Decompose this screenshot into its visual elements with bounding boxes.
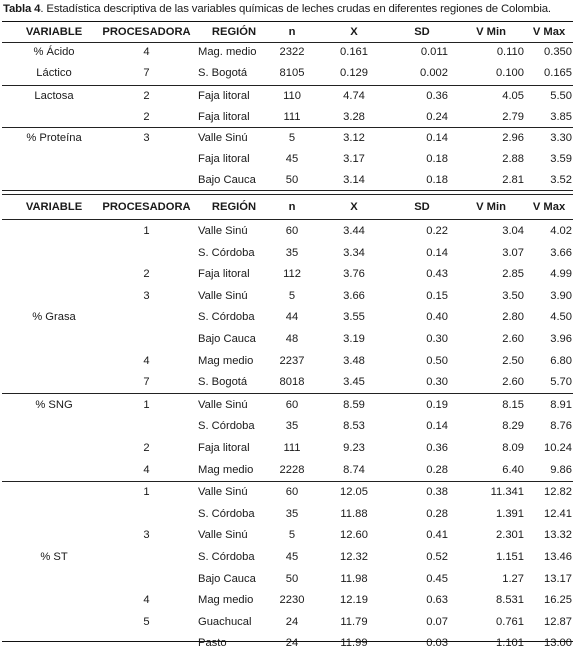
table-row [0, 351, 576, 372]
cell-n: 35 [285, 420, 299, 432]
cell-procesadora: 3 [143, 529, 150, 541]
cell-n: 5 [288, 290, 296, 302]
cell-region: Mag medio [198, 355, 254, 367]
cell-sd: 0.36 [426, 90, 448, 102]
cell-procesadora: 2 [143, 268, 150, 280]
cell-x: 3.17 [343, 153, 365, 165]
cell-procesadora [100, 170, 193, 191]
cell-procesadora [100, 547, 193, 568]
cell-sd: 0.30 [426, 333, 448, 345]
cell-procesadora [100, 569, 193, 590]
cell-region: Bajo Cauca [198, 333, 256, 345]
cell-n: 5 [288, 132, 296, 144]
cell-procesadora [100, 633, 193, 654]
cell-n: 35 [285, 508, 299, 520]
header-sd: SD [414, 26, 430, 38]
cell-procesadora: 1 [143, 225, 150, 237]
cell-vmax: 12.87 [544, 616, 572, 628]
cell-variable [2, 504, 106, 525]
header-vmin: V Min [476, 26, 506, 38]
cell-vmax: 13.46 [544, 551, 572, 563]
cell-x: 11.98 [340, 573, 368, 585]
cell-vmax: 13.00 [544, 637, 572, 649]
cell-x: 12.05 [340, 486, 368, 498]
cell-procesadora: 4 [143, 594, 150, 606]
cell-variable [2, 590, 106, 611]
table-row [0, 264, 576, 285]
table-caption [3, 3, 573, 15]
cell-vmin: 6.40 [502, 464, 524, 476]
cell-sd: 0.19 [426, 399, 448, 411]
cell-vmax: 3.85 [550, 111, 572, 123]
cell-region: Valle Sinú [198, 399, 248, 411]
cell-n: 60 [285, 486, 299, 498]
cell-n: 2322 [279, 46, 305, 58]
cell-variable [2, 264, 106, 285]
cell-vmax: 4.99 [550, 268, 572, 280]
cell-vmax: 4.50 [550, 311, 572, 323]
cell-n: 110 [283, 90, 301, 102]
cell-x: 8.53 [343, 420, 365, 432]
cell-region: Bajo Cauca [198, 174, 256, 186]
cell-procesadora: 4 [143, 355, 150, 367]
table-row [0, 482, 576, 503]
cell-region: Mag medio [198, 594, 254, 606]
cell-vmin: 0.761 [496, 616, 524, 628]
caption-label: Tabla 4 [3, 3, 41, 15]
cell-vmax: 3.30 [550, 132, 572, 144]
cell-sd: 0.03 [426, 637, 448, 649]
cell-variable [2, 438, 106, 459]
cell-region: S. Córdoba [198, 311, 255, 323]
header-variable: VARIABLE [25, 26, 83, 38]
cell-variable [2, 482, 106, 503]
cell-sd: 0.011 [420, 46, 448, 58]
cell-vmin: 2.88 [502, 153, 524, 165]
cell-region: S. Córdoba [198, 551, 255, 563]
cell-procesadora [100, 504, 193, 525]
cell-region: Mag. medio [198, 46, 257, 58]
cell-region: Faja litoral [198, 268, 250, 280]
cell-procesadora [100, 416, 193, 437]
table-row [0, 395, 576, 416]
cell-procesadora [100, 307, 193, 328]
cell-sd: 0.07 [426, 616, 448, 628]
cell-n: 5 [288, 529, 296, 541]
table-separator-double-rule [2, 190, 573, 195]
cell-vmax: 0.165 [544, 67, 572, 79]
cell-x: 3.19 [343, 333, 365, 345]
cell-vmin: 2.80 [502, 311, 524, 323]
cell-sd: 0.14 [426, 420, 448, 432]
cell-variable [2, 525, 106, 546]
cell-vmax: 8.91 [550, 399, 572, 411]
cell-x: 8.59 [343, 399, 365, 411]
cell-variable [2, 243, 106, 264]
header-x: X [350, 201, 358, 213]
cell-vmin: 2.301 [496, 529, 524, 541]
cell-sd: 0.50 [426, 355, 448, 367]
cell-region: Faja litoral [198, 90, 250, 102]
cell-x: 0.161 [340, 46, 368, 58]
header-variable: VARIABLE [25, 201, 83, 213]
table-row [0, 569, 576, 590]
cell-vmax: 4.02 [550, 225, 572, 237]
cell-n: 111 [283, 442, 301, 454]
cell-vmax: 5.70 [550, 376, 572, 388]
cell-x: 3.48 [343, 355, 365, 367]
cell-vmax: 12.82 [544, 486, 572, 498]
table-row [0, 170, 576, 191]
table-row [0, 149, 576, 170]
cell-region: Faja litoral [198, 442, 250, 454]
cell-vmin: 3.50 [502, 290, 524, 302]
header-n: n [288, 201, 296, 213]
cell-variable [2, 416, 106, 437]
cell-vmax: 3.66 [550, 247, 572, 259]
header-procesadora: PROCESADORA [102, 26, 191, 38]
cell-region: Valle Sinú [198, 225, 248, 237]
cell-x: 11.99 [340, 637, 368, 649]
cell-region: Guachucal [198, 616, 252, 628]
table-row [0, 128, 576, 149]
cell-vmax: 8.76 [550, 420, 572, 432]
table-row [0, 612, 576, 633]
cell-procesadora: 1 [143, 399, 150, 411]
cell-vmin: 1.27 [502, 573, 524, 585]
table-row [0, 590, 576, 611]
cell-variable [2, 351, 106, 372]
cell-n: 2230 [279, 594, 305, 606]
cell-vmin: 8.29 [502, 420, 524, 432]
cell-sd: 0.18 [426, 174, 448, 186]
table-row [0, 307, 576, 328]
cell-variable: Lactosa [34, 90, 74, 102]
cell-region: Valle Sinú [198, 132, 248, 144]
cell-n: 60 [285, 399, 299, 411]
cell-region: Pasto [198, 637, 227, 649]
cell-region: Valle Sinú [198, 290, 248, 302]
table-row [0, 438, 576, 459]
cell-sd: 0.22 [426, 225, 448, 237]
cell-sd: 0.36 [426, 442, 448, 454]
cell-vmin: 0.110 [496, 46, 524, 58]
cell-vmax: 5.50 [550, 90, 572, 102]
cell-sd: 0.40 [426, 311, 448, 323]
cell-procesadora [100, 329, 193, 350]
cell-procesadora: 7 [143, 376, 150, 388]
cell-vmin: 3.07 [502, 247, 524, 259]
table-row [0, 107, 576, 128]
cell-region: Bajo Cauca [198, 573, 256, 585]
cell-variable [2, 460, 106, 481]
cell-sd: 0.43 [426, 268, 448, 280]
cell-n: 35 [285, 247, 299, 259]
cell-vmin: 11.341 [490, 486, 524, 498]
header-n: n [288, 26, 296, 38]
cell-procesadora: 2 [143, 90, 150, 102]
cell-x: 4.74 [343, 90, 365, 102]
cell-vmin: 8.531 [496, 594, 524, 606]
cell-n: 24 [285, 616, 299, 628]
header-region: REGIÓN [211, 201, 257, 213]
cell-sd: 0.14 [426, 247, 448, 259]
group-rule [2, 481, 573, 482]
cell-vmax: 6.80 [550, 355, 572, 367]
header-vmax: V Max [532, 201, 566, 213]
cell-variable [2, 329, 106, 350]
cell-n: 48 [285, 333, 299, 345]
cell-vmin: 1.391 [496, 508, 524, 520]
cell-region: S. Córdoba [198, 508, 255, 520]
cell-procesadora: 4 [143, 46, 150, 58]
cell-vmin: 0.100 [496, 67, 524, 79]
table-row [0, 221, 576, 242]
cell-procesadora: 1 [143, 486, 150, 498]
table-row [0, 329, 576, 350]
cell-vmin: 2.81 [502, 174, 524, 186]
cell-n: 45 [285, 153, 299, 165]
cell-vmax: 13.32 [544, 529, 572, 541]
cell-sd: 0.52 [426, 551, 448, 563]
cell-region: Valle Sinú [198, 486, 248, 498]
cell-vmax: 3.96 [550, 333, 572, 345]
cell-variable: % Grasa [32, 311, 76, 323]
header-procesadora: PROCESADORA [102, 201, 191, 213]
cell-n: 8105 [279, 67, 305, 79]
cell-region: Mag medio [198, 464, 254, 476]
cell-n: 111 [283, 111, 301, 123]
table2-header-row [0, 197, 576, 218]
cell-n: 60 [285, 225, 299, 237]
header-sd: SD [414, 201, 430, 213]
cell-sd: 0.28 [426, 508, 448, 520]
cell-vmax: 0.350 [544, 46, 572, 58]
cell-vmin: 2.60 [502, 333, 524, 345]
cell-n: 112 [283, 268, 301, 280]
table-row [0, 63, 576, 84]
cell-variable [2, 612, 106, 633]
cell-variable [2, 149, 106, 170]
cell-vmax: 16.25 [544, 594, 572, 606]
cell-x: 9.23 [343, 442, 365, 454]
cell-vmax: 3.52 [550, 174, 572, 186]
group-rule [2, 85, 573, 86]
cell-x: 3.34 [343, 247, 365, 259]
cell-x: 0.129 [340, 67, 368, 79]
cell-vmin: 2.79 [502, 111, 524, 123]
cell-sd: 0.18 [426, 153, 448, 165]
cell-sd: 0.14 [426, 132, 448, 144]
cell-sd: 0.30 [426, 376, 448, 388]
cell-n: 50 [285, 573, 299, 585]
cell-vmax: 9.86 [550, 464, 572, 476]
cell-procesadora: 2 [143, 442, 150, 454]
cell-vmin: 2.96 [502, 132, 524, 144]
cell-x: 3.14 [343, 174, 365, 186]
table-row [0, 416, 576, 437]
cell-x: 3.66 [343, 290, 365, 302]
cell-x: 12.32 [340, 551, 368, 563]
cell-x: 12.19 [340, 594, 368, 606]
table1-header-row [0, 22, 576, 43]
cell-x: 3.44 [343, 225, 365, 237]
cell-variable [2, 170, 106, 191]
cell-procesadora: 5 [143, 616, 150, 628]
cell-sd: 0.45 [426, 573, 448, 585]
cell-variable [2, 221, 106, 242]
cell-x: 3.12 [343, 132, 365, 144]
cell-x: 3.28 [343, 111, 365, 123]
cell-procesadora: 3 [143, 290, 150, 302]
cell-sd: 0.24 [426, 111, 448, 123]
cell-variable [2, 569, 106, 590]
cell-n: 50 [285, 174, 299, 186]
cell-x: 3.76 [343, 268, 365, 280]
cell-vmin: 4.05 [502, 90, 524, 102]
cell-variable: % Ácido [33, 46, 75, 58]
cell-vmin: 1.151 [496, 551, 524, 563]
header-vmax: V Max [532, 26, 566, 38]
cell-region: Faja litoral [198, 111, 250, 123]
cell-sd: 0.41 [426, 529, 448, 541]
cell-vmax: 3.59 [550, 153, 572, 165]
cell-x: 11.79 [340, 616, 368, 628]
cell-n: 8018 [279, 376, 305, 388]
cell-n: 2237 [279, 355, 305, 367]
cell-variable [2, 107, 106, 128]
cell-vmin: 1.101 [496, 637, 524, 649]
cell-vmin: 2.60 [502, 376, 524, 388]
cell-sd: 0.002 [420, 67, 448, 79]
cell-x: 8.74 [343, 464, 365, 476]
cell-vmax: 10.24 [544, 442, 572, 454]
cell-vmin: 2.85 [502, 268, 524, 280]
cell-variable: Láctico [36, 67, 72, 79]
cell-variable [2, 633, 106, 654]
cell-region: S. Córdoba [198, 247, 255, 259]
table-bottom-rule [2, 641, 573, 642]
cell-variable: % Proteína [26, 132, 82, 144]
cell-x: 12.60 [340, 529, 368, 541]
cell-region: S. Bogotá [198, 67, 248, 79]
cell-vmax: 13.17 [544, 573, 572, 585]
cell-vmin: 3.04 [502, 225, 524, 237]
group-rule [2, 393, 573, 394]
table-row [0, 243, 576, 264]
cell-region: Faja litoral [198, 153, 250, 165]
table-row [0, 525, 576, 546]
cell-variable [2, 372, 106, 393]
table-row [0, 86, 576, 107]
cell-region: S. Bogotá [198, 376, 248, 388]
cell-region: Valle Sinú [198, 529, 248, 541]
cell-n: 45 [285, 551, 299, 563]
header-region: REGIÓN [211, 26, 257, 38]
cell-procesadora: 2 [143, 111, 150, 123]
table-row [0, 460, 576, 481]
caption-text: . Estadística descriptiva de las variables químicas de leches crudas en diferentes regiones de Colombia. [40, 3, 551, 15]
table-row [0, 547, 576, 568]
cell-x: 3.45 [343, 376, 365, 388]
cell-vmin: 2.50 [502, 355, 524, 367]
cell-variable: % SNG [35, 399, 73, 411]
cell-x: 11.88 [340, 508, 368, 520]
header-x: X [350, 26, 358, 38]
cell-procesadora: 7 [143, 67, 150, 79]
table-row [0, 504, 576, 525]
cell-sd: 0.63 [426, 594, 448, 606]
cell-procesadora [100, 149, 193, 170]
table-row [0, 42, 576, 63]
group-rule [2, 127, 573, 128]
table-row [0, 372, 576, 393]
cell-sd: 0.38 [426, 486, 448, 498]
cell-region: S. Córdoba [198, 420, 255, 432]
table-row [0, 286, 576, 307]
cell-vmax: 12.41 [544, 508, 572, 520]
cell-sd: 0.15 [426, 290, 448, 302]
cell-vmin: 8.15 [502, 399, 524, 411]
cell-n: 2228 [279, 464, 305, 476]
cell-vmin: 8.09 [502, 442, 524, 454]
table2-header-rule [2, 219, 573, 220]
cell-procesadora [100, 243, 193, 264]
cell-n: 44 [285, 311, 299, 323]
header-vmin: V Min [476, 201, 506, 213]
cell-sd: 0.28 [426, 464, 448, 476]
cell-vmax: 3.90 [550, 290, 572, 302]
table-row [0, 633, 576, 654]
cell-n: 24 [285, 637, 299, 649]
cell-variable: % ST [40, 551, 68, 563]
cell-x: 3.55 [343, 311, 365, 323]
cell-procesadora: 3 [143, 132, 150, 144]
cell-variable [2, 286, 106, 307]
cell-procesadora: 4 [143, 464, 150, 476]
